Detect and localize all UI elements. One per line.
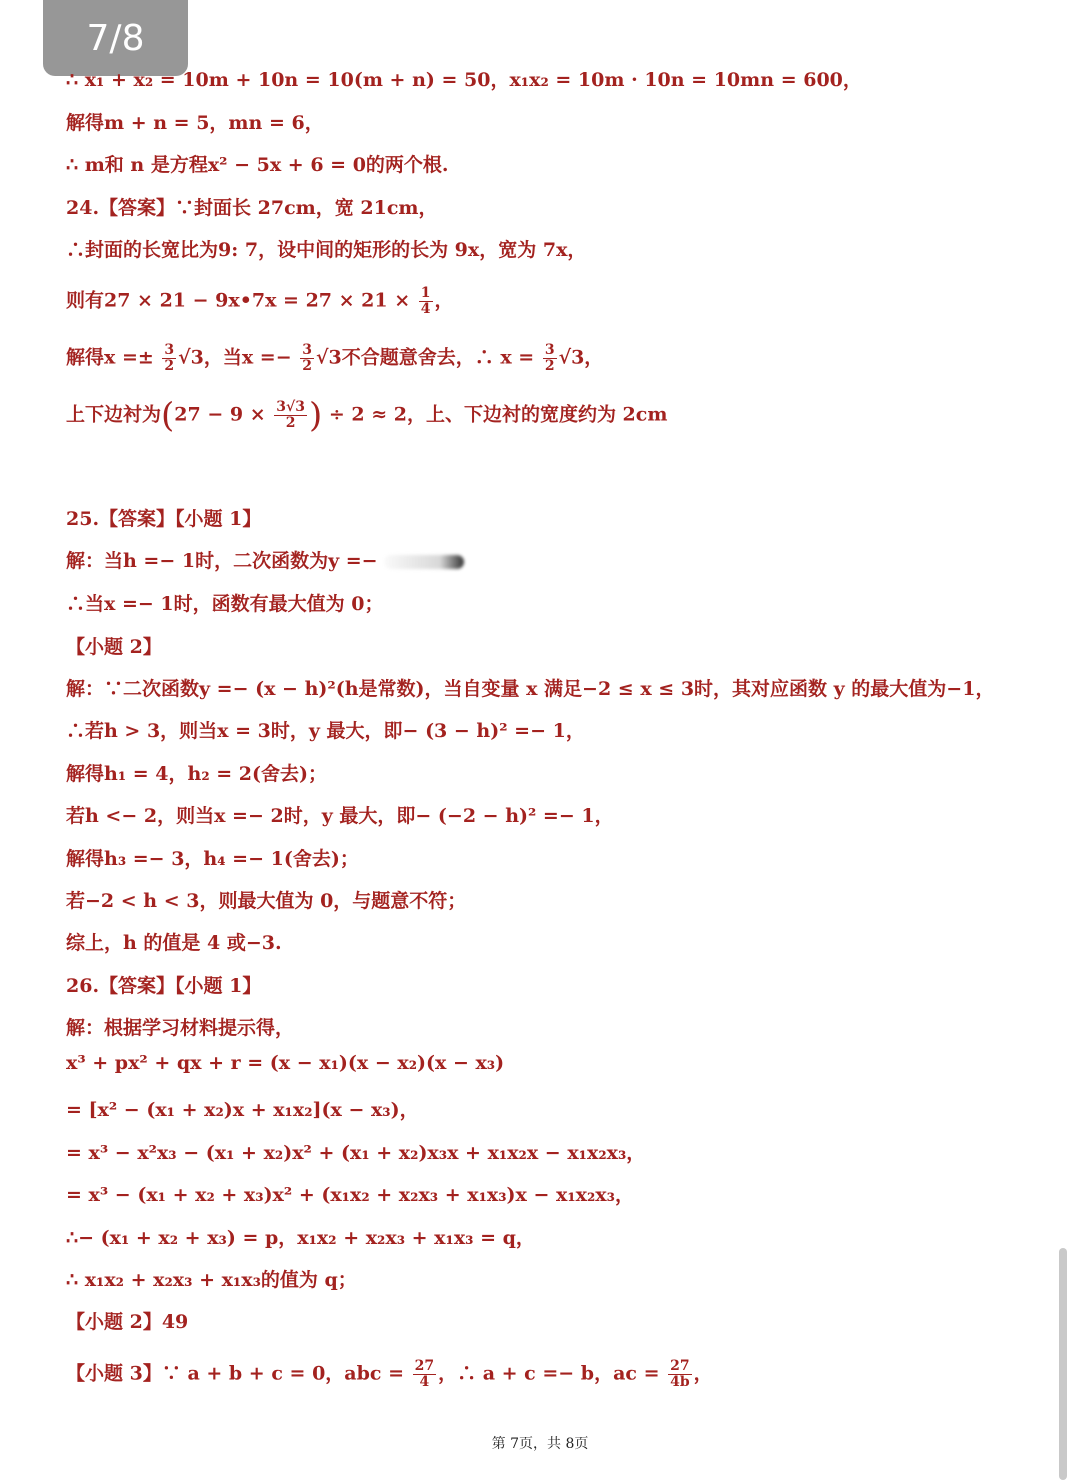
blurred-region — [384, 555, 464, 569]
line-27: ∴ x₁x₂ + x₂x₃ + x₁x₃的值为 q； — [66, 1269, 357, 1291]
line-10 — [66, 547, 464, 575]
line-26: ∴− (x₁ + x₂ + x₃) = p，x₁x₂ + x₂x₃ + x₁x₃ = q， — [66, 1227, 535, 1249]
line-14: ∴若h > 3，则当x = 3时，y 最大，即− (3 − h)² =− 1， — [66, 720, 585, 742]
line-16: 若h <− 2，则当x =− 2时，y 最大，即− (−2 − h)² =− 1， — [66, 805, 614, 827]
line-6 — [66, 286, 454, 317]
line-29-text-a: 【小题 3】∵ a + b + c = 0，abc = — [66, 1362, 411, 1385]
line-10-text: 解：当h =− 1时，二次函数为y =− — [66, 550, 385, 572]
frac-num: 3 — [544, 342, 555, 358]
line-6-tail: ， — [434, 289, 454, 312]
frac-den: 4b — [670, 1374, 690, 1390]
frac-num: 3√3 — [276, 399, 305, 415]
line-13: 解：∵二次函数y =− (x − h)²(h是常数)，当自变量 x 满足−2 ≤ x ≤ 3时，其对应函数 y 的最大值为−1， — [66, 678, 995, 700]
fraction-3root3-2 — [274, 400, 307, 431]
line-7 — [66, 343, 603, 374]
right-paren: ) — [308, 395, 323, 436]
vertical-scrollbar[interactable] — [1059, 1248, 1067, 1480]
line-1: ∴ x₁ + x₂ = 10m + 10n = 10(m + n) = 50，x₁x₂ = 10m · 10n = 10mn = 600， — [66, 69, 862, 91]
line-7-text-b: √3，当x =− — [178, 346, 299, 369]
line-7-text-a: 解得x =± — [66, 346, 161, 369]
q25-heading: 25.【答案】【小题 1】 — [66, 508, 262, 530]
line-7-text-d: √3， — [558, 346, 604, 369]
line-8-text-b: 27 − 9 × — [174, 403, 273, 426]
fraction-27-4 — [413, 1359, 436, 1390]
line-22: x³ + px² + qx + r = (x − x₁)(x − x₂)(x − x₃) — [66, 1052, 505, 1074]
line-7-text-c: √3不合题意舍去，∴ x = — [316, 346, 541, 369]
frac-den: 4 — [420, 301, 431, 317]
line-23: = [x² − (x₁ + x₂)x + x₁x₂](x − x₃)， — [66, 1099, 419, 1121]
frac-den: 2 — [302, 358, 313, 374]
line-6-text: 则有27 × 21 − 9x•7x = 27 × 21 × — [66, 289, 417, 312]
line-29 — [66, 1359, 713, 1390]
line-11: ∴当x =− 1时，函数有最大值为 0； — [66, 593, 384, 615]
line-8-text-a: 上下边衬为 — [66, 403, 162, 426]
frac-den: 4 — [419, 1374, 430, 1390]
frac-den: 2 — [164, 358, 175, 374]
line-2: 解得m + n = 5，mn = 6， — [66, 112, 324, 134]
frac-den: 2 — [285, 415, 296, 431]
line-3: ∴ m和 n 是方程x² − 5x + 6 = 0的两个根. — [66, 154, 449, 176]
frac-num: 3 — [302, 342, 313, 358]
line-5: ∴封面的长宽比为9: 7，设中间的矩形的长为 9x，宽为 7x， — [66, 239, 587, 261]
fraction-27-4b — [668, 1359, 692, 1390]
fraction-one-quarter — [419, 286, 433, 317]
line-19: 综上，h 的值是 4 或−3. — [66, 932, 282, 954]
fraction-3-2-a — [162, 343, 176, 374]
frac-num: 27 — [670, 1358, 690, 1374]
line-17: 解得h₃ =− 3，h₄ =− 1(舍去)； — [66, 848, 359, 870]
line-25: = x³ − (x₁ + x₂ + x₃)x² + (x₁x₂ + x₂x₃ + x₁x₃)x − x₁x₂x₃， — [66, 1184, 634, 1206]
line-29-text-b: ，∴ a + c =− b，ac = — [438, 1362, 667, 1385]
q24-heading: 24.【答案】∵封面长 27cm，宽 21cm， — [66, 197, 438, 219]
page-indicator-badge: 7/8 — [43, 0, 188, 76]
fraction-3-2-c — [543, 343, 557, 374]
page-footer: 第 7页，共 8页 — [491, 1436, 589, 1452]
q26-sub2: 【小题 2】49 — [66, 1311, 189, 1333]
line-8 — [66, 395, 668, 436]
line-29-text-c: ， — [693, 1362, 713, 1385]
line-8-text-c: ÷ 2 ≈ 2，上、下边衬的宽度约为 2cm — [322, 403, 668, 426]
line-15: 解得h₁ = 4，h₂ = 2(舍去)； — [66, 763, 327, 785]
frac-num: 3 — [164, 342, 175, 358]
q25-sub2-heading: 【小题 2】 — [66, 636, 162, 658]
left-paren: ( — [161, 395, 175, 436]
line-24: = x³ − x²x₃ − (x₁ + x₂)x² + (x₁ + x₂)x₃x + x₁x₂x − x₁x₂x₃， — [66, 1142, 646, 1164]
line-18: 若−2 < h < 3，则最大值为 0，与题意不符； — [66, 890, 467, 912]
frac-den: 2 — [544, 358, 555, 374]
fraction-3-2-b — [300, 343, 314, 374]
line-21: 解：根据学习材料提示得， — [66, 1017, 295, 1039]
q26-heading: 26.【答案】【小题 1】 — [66, 975, 262, 997]
frac-num: 27 — [414, 1358, 435, 1374]
frac-num: 1 — [420, 285, 431, 301]
